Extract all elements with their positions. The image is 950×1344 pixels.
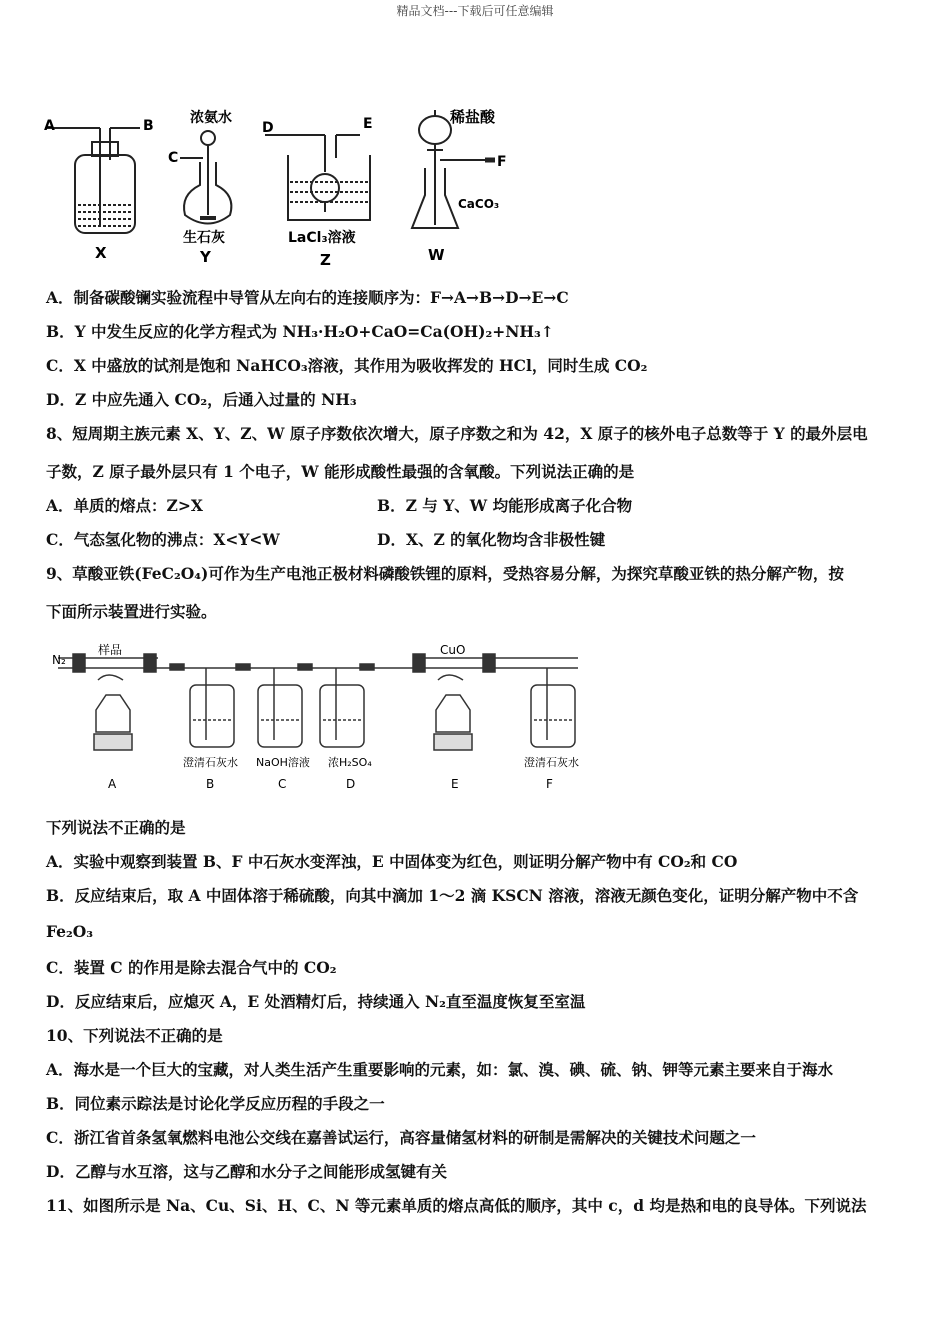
q9-option-a: A．实验中观察到装置 B、F 中石灰水变浑浊，E 中固体变为红色，则证明分解产物中有 CO₂和 CO (46, 852, 738, 871)
apparatus-figure-decomposition (48, 640, 593, 795)
apparatus-z (265, 135, 370, 220)
label-cuo: CuO (440, 643, 466, 657)
label-a: A (108, 777, 117, 791)
reagent-c: NaOH溶液 (256, 756, 310, 769)
q7-option-a: A．制备碳酸镧实验流程中导管从左向右的连接顺序为：F→A→B→D→E→C (46, 288, 569, 307)
q8-stem-line1: 8、短周期主族元素 X、Y、Z、W 原子序数依次增大，原子序数之和为 42，X 原子的核外电子总数等于 Y 的最外层电 (46, 424, 868, 443)
q8-option-c: C．气态氢化物的沸点：X<Y<W (46, 530, 280, 549)
reagent-lime: 生石灰 (183, 230, 225, 246)
q9-option-c: C．装置 C 的作用是除去混合气中的 CO₂ (46, 958, 337, 977)
label-e: E (451, 777, 459, 791)
apparatus-figure-xyzw (40, 100, 520, 275)
reagent-caco3: CaCO₃ (458, 197, 500, 211)
reagent-lacl3: LaCl₃溶液 (288, 230, 356, 246)
caption-w: W (428, 246, 445, 264)
label-a: A (44, 118, 55, 134)
reagent-b: 澄清石灰水 (183, 756, 238, 769)
q8-option-a: A．单质的熔点：Z>X (46, 496, 203, 515)
reagent-ammonia: 浓氨水 (190, 110, 232, 126)
label-f: F (546, 777, 553, 791)
q10-option-a: A．海水是一个巨大的宝藏，对人类生活产生重要影响的元素，如：氯、溴、碘、硫、钠、钾等元素主要来自于海水 (46, 1060, 834, 1079)
q8-stem-line2: 子数，Z 原子最外层只有 1 个电子，W 能形成酸性最强的含氧酸。下列说法正确的是 (46, 462, 635, 481)
label-f: F (497, 154, 507, 170)
label-d: D (262, 120, 274, 136)
q7-option-b: B．Y 中发生反应的化学方程式为 NH₃·H₂O+CaO=Ca(OH)₂+NH₃↑ (46, 322, 554, 341)
q7-option-c: C．X 中盛放的试剂是饱和 NaHCO₃溶液，其作用为吸收挥发的 HCl，同时生成 CO₂ (46, 356, 648, 375)
q9-option-b-line1: B．反应结束后，取 A 中固体溶于稀硫酸，向其中滴加 1～2 滴 KSCN 溶液，溶液无颜色变化，证明分解产物中不含 (46, 886, 859, 905)
reagent-hcl: 稀盐酸 (450, 108, 496, 126)
q9-stem-line1: 9、草酸亚铁(FeC₂O₄)可作为生产电池正极材料磷酸铁锂的原料，受热容易分解，为探究草酸亚铁的热分解产物，按 (46, 564, 844, 583)
q10-stem: 10、下列说法不正确的是 (46, 1026, 223, 1045)
page-header: 精品文档---下载后可任意编辑 (396, 4, 554, 18)
q10-option-c: C．浙江省首条氢氧燃料电池公交线在嘉善试运行，高容量储氢材料的研制是需解决的关键技术问题之一 (46, 1128, 756, 1147)
q9-option-d: D．反应结束后，应熄灭 A，E 处酒精灯后，持续通入 N₂直至温度恢复至室温 (46, 992, 586, 1011)
label-b: B (206, 777, 215, 791)
q9-stem-line2: 下面所示装置进行实验。 (46, 602, 217, 621)
q10-option-d: D．乙醇与水互溶，这与乙醇和水分子之间能形成氢键有关 (46, 1162, 447, 1181)
apparatus-x (45, 128, 140, 233)
q7-option-d: D．Z 中应先通入 CO₂，后通入过量的 NH₃ (46, 390, 357, 409)
label-n2: N₂ (52, 653, 66, 667)
label-b: B (143, 118, 154, 134)
reagent-d: 浓H₂SO₄ (328, 756, 372, 769)
caption-x: X (95, 244, 107, 262)
q9-option-b-line2: Fe₂O₃ (46, 922, 94, 941)
label-c: C (278, 777, 287, 791)
q9-prompt: 下列说法不正确的是 (46, 818, 186, 837)
q11-stem: 11、如图所示是 Na、Cu、Si、H、C、N 等元素单质的熔点高低的顺序，其中 c，d 均是热和电的良导体。下列说法 (46, 1196, 867, 1215)
label-d: D (346, 777, 356, 791)
q10-option-b: B．同位素示踪法是讨论化学反应历程的手段之一 (46, 1094, 385, 1113)
label-e: E (363, 116, 373, 132)
caption-z: Z (320, 251, 331, 269)
caption-y: Y (200, 248, 211, 266)
label-sample: 样品 (98, 643, 123, 657)
apparatus-y (180, 131, 231, 224)
q8-option-d: D．X、Z 的氧化物均含非极性键 (377, 530, 606, 549)
q8-option-b: B．Z 与 Y、W 均能形成离子化合物 (377, 496, 633, 515)
label-c: C (168, 150, 179, 166)
reagent-f: 澄清石灰水 (524, 756, 579, 769)
